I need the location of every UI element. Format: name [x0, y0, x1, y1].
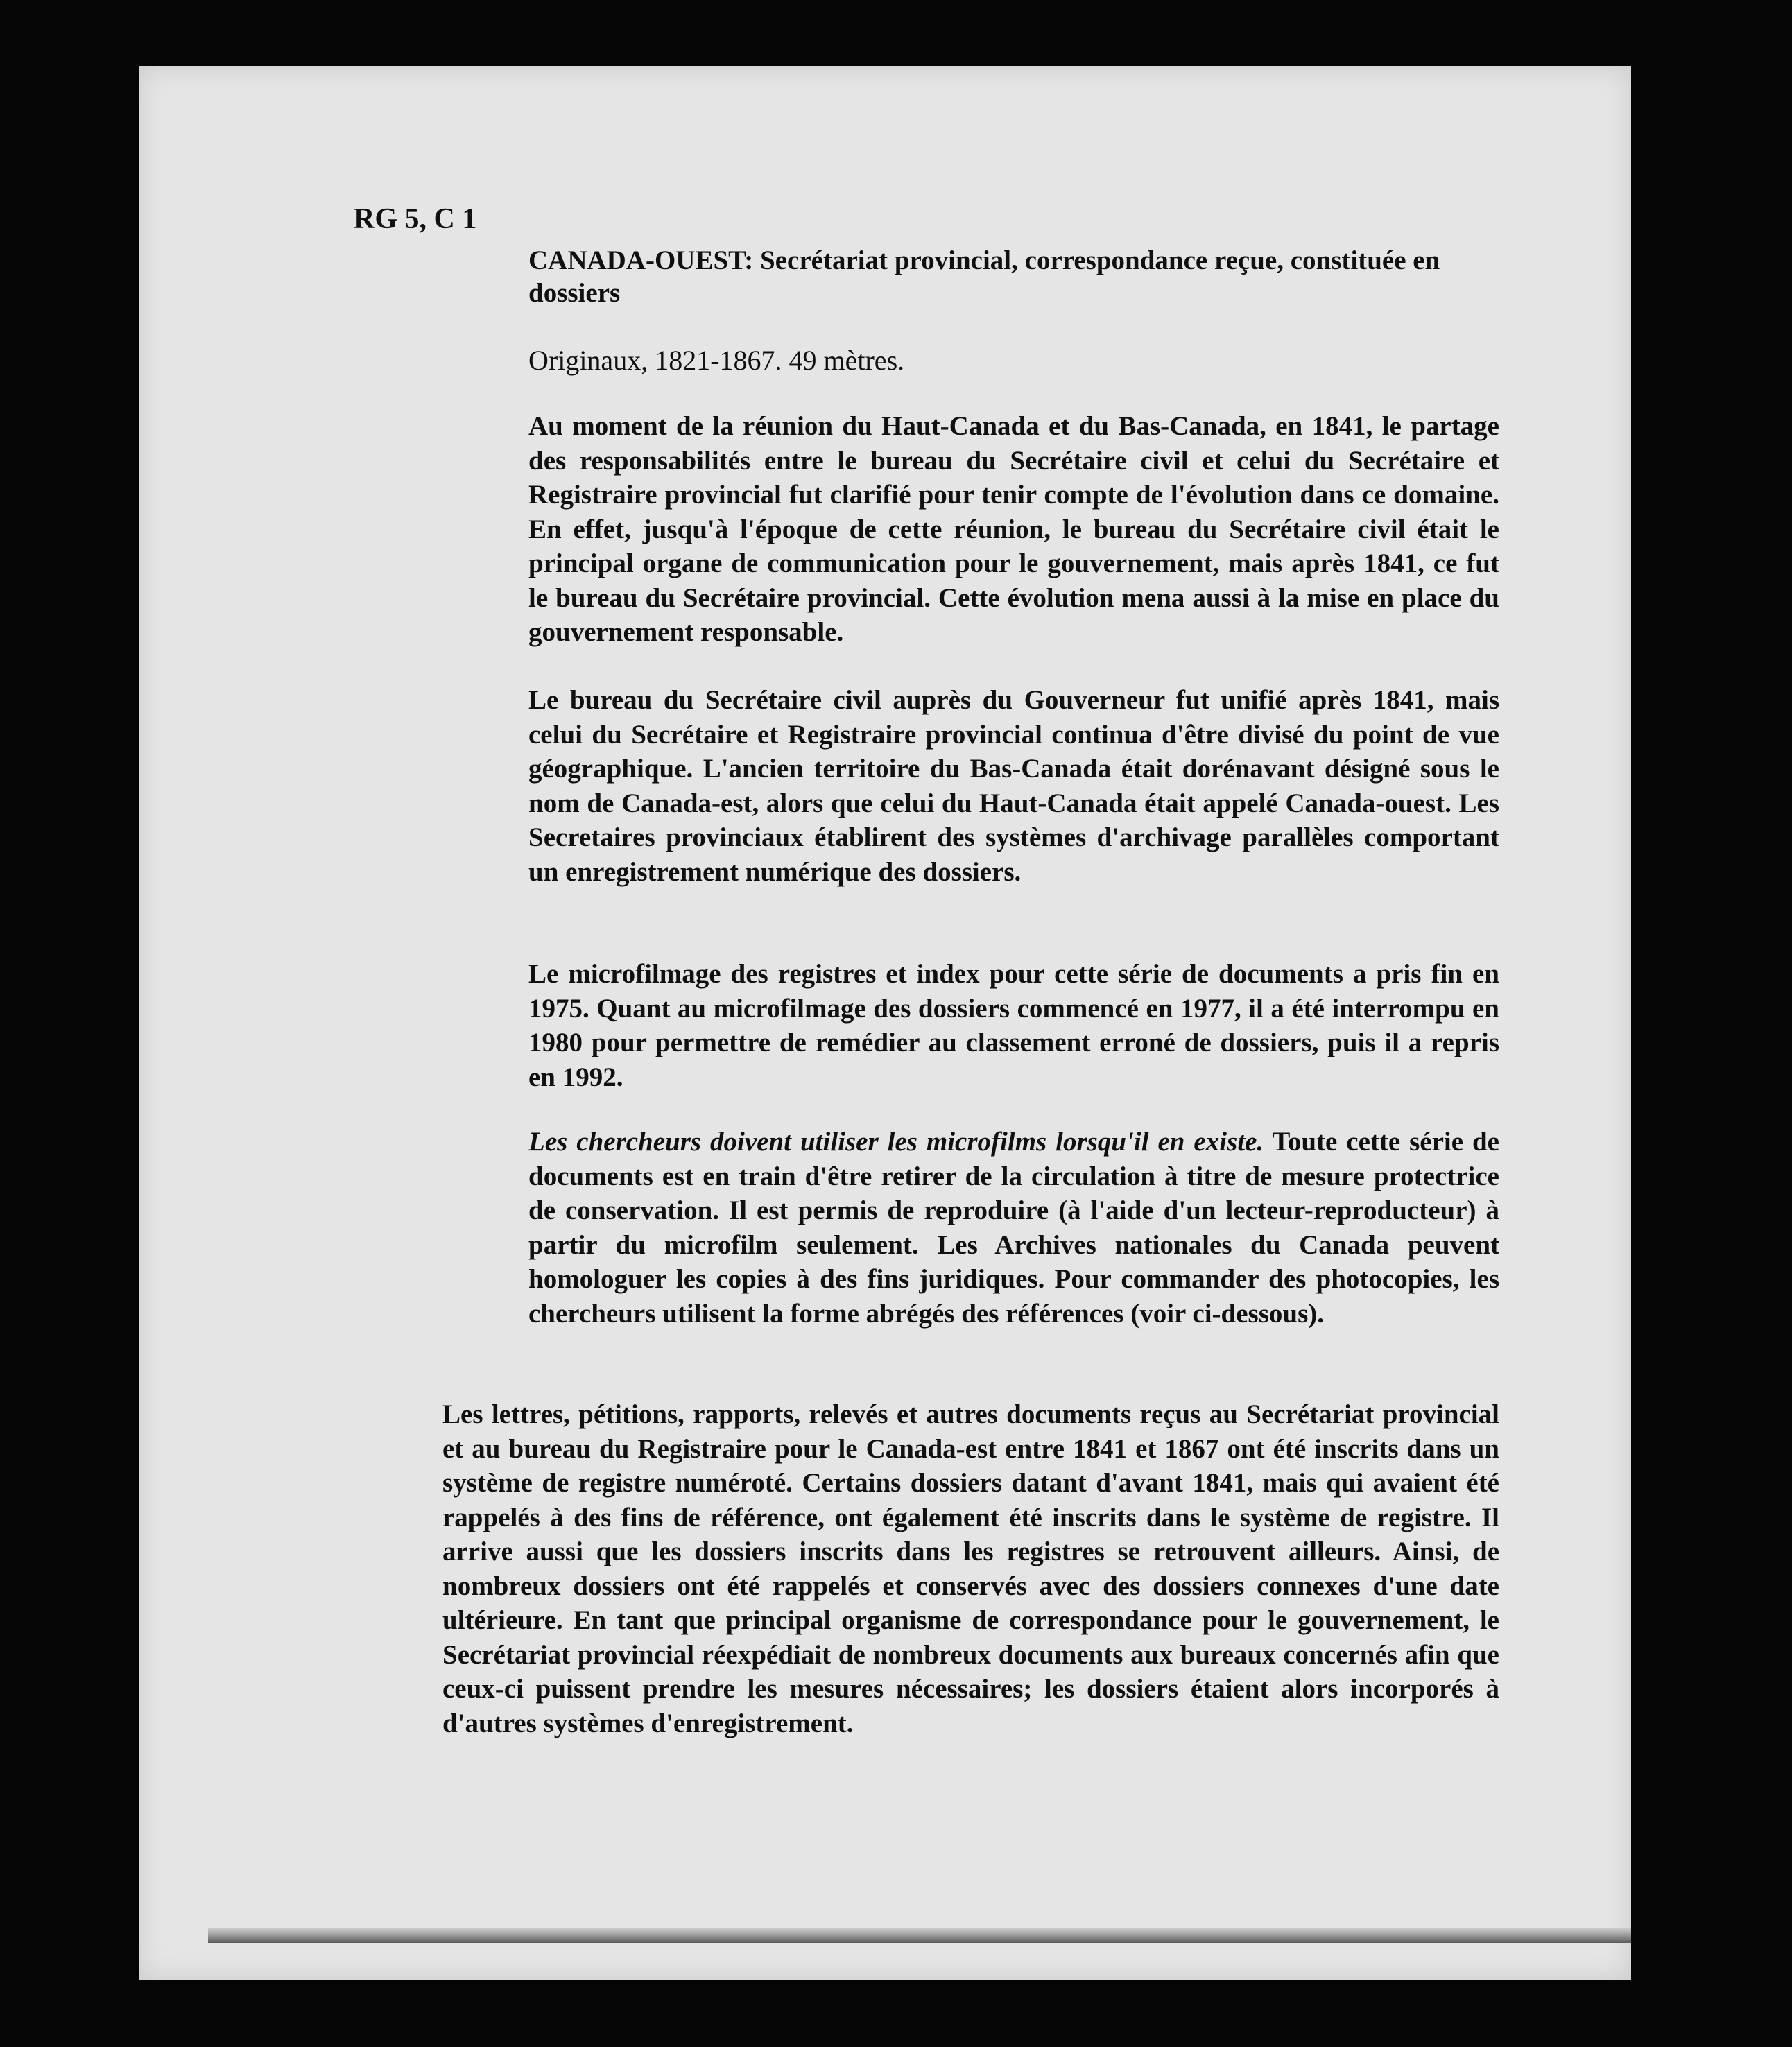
paragraph-history: Au moment de la réunion du Haut-Canada et du Bas-Canada, en 1841, le partage des responsabilités entre le bureau du Secrétaire civil et celui du Secrétaire et Registraire provincial fut clarifié pour tenir compte de l'évolution dans ce domaine. En effet, jusqu'à l'époque de cette réunion, le bureau du Secrétaire civil était le principal organe de communication pour le gouvernement, mais après 1841, ce fut le bureau du Secrétaire provincial. Cette évolution mena aussi à la mise en place du gouvernement responsable. [528, 411, 1499, 647]
document-title: CANADA-OUEST: Secrétariat provincial, correspondance reçue, constituée en dossiers [528, 245, 1440, 308]
reference-code: RG 5, C 1 [354, 203, 477, 235]
paragraph-microfilming: Le microfilmage des registres et index pour cette série de documents a pris fin en 1975. Quant au microfilmage des dossiers commencé en 1977, il a été interrompu en 1980 pour permettre de remédier au classement erroné de dossiers, puis il a repris en 1992. [528, 959, 1499, 1092]
paragraph-researcher-note [528, 1125, 1499, 1331]
researcher-note-lead: Les chercheurs doivent utiliser les microfilms lorsqu'il en existe. [528, 1127, 1264, 1157]
paragraph-division: Le bureau du Secrétaire civil auprès du Gouverneur fut unifié après 1841, mais celui du Secrétaire et Registraire provincial continua d'être divisé du point de vue géographique. L'ancien territoire du Bas-Canada était dorénavant désigné sous le nom de Canada-est, alors que celui du Haut-Canada était appelé Canada-ouest. Les Secretaires provinciaux établirent des systèmes d'archivage parallèles comportant un enregistrement numérique des dossiers. [528, 685, 1499, 887]
researcher-note-body: Toute cette série de documents est en train d'être retirer de la circulation à titre de mesure protectrice de conservation. Il est permis de reproduire (à l'aide d'un lecteur-reproducteur) à partir du microfilm seulement. Les Archives nationales du Canada peuvent homologuer les copies à des fins juridiques. Pour commander des photocopies, les chercheurs utilisent la forme abrégés des références (voir ci-dessous). [528, 1127, 1499, 1329]
extent-line: Originaux, 1821-1867. 49 mètres. [528, 345, 905, 376]
page-bottom-edge [208, 1928, 1631, 1943]
paragraph-registry: Les lettres, pétitions, rapports, relevés et autres documents reçus au Secrétariat provincial et au bureau du Registraire pour le Canada-est entre 1841 et 1867 ont été inscrits dans un système de registre numéroté. Certains dossiers datant d'avant 1841, mais qui avaient été rappelés à des fins de référence, ont également été inscrits dans le système de registre. Il arrive aussi que les dossiers inscrits dans les registres se retrouvent ailleurs. Ainsi, de nombreux dossiers ont été rappelés et conservés avec des dossiers connexes d'une date ultérieure. En tant que principal organisme de correspondance pour le gouvernement, le Secrétariat provincial réexpédiait de nombreux documents aux bureaux concernés afin que ceux-ci puissent prendre les mesures nécessaires; les dossiers étaient alors incorporés à d'autres systèmes d'enregistrement. [442, 1399, 1499, 1738]
